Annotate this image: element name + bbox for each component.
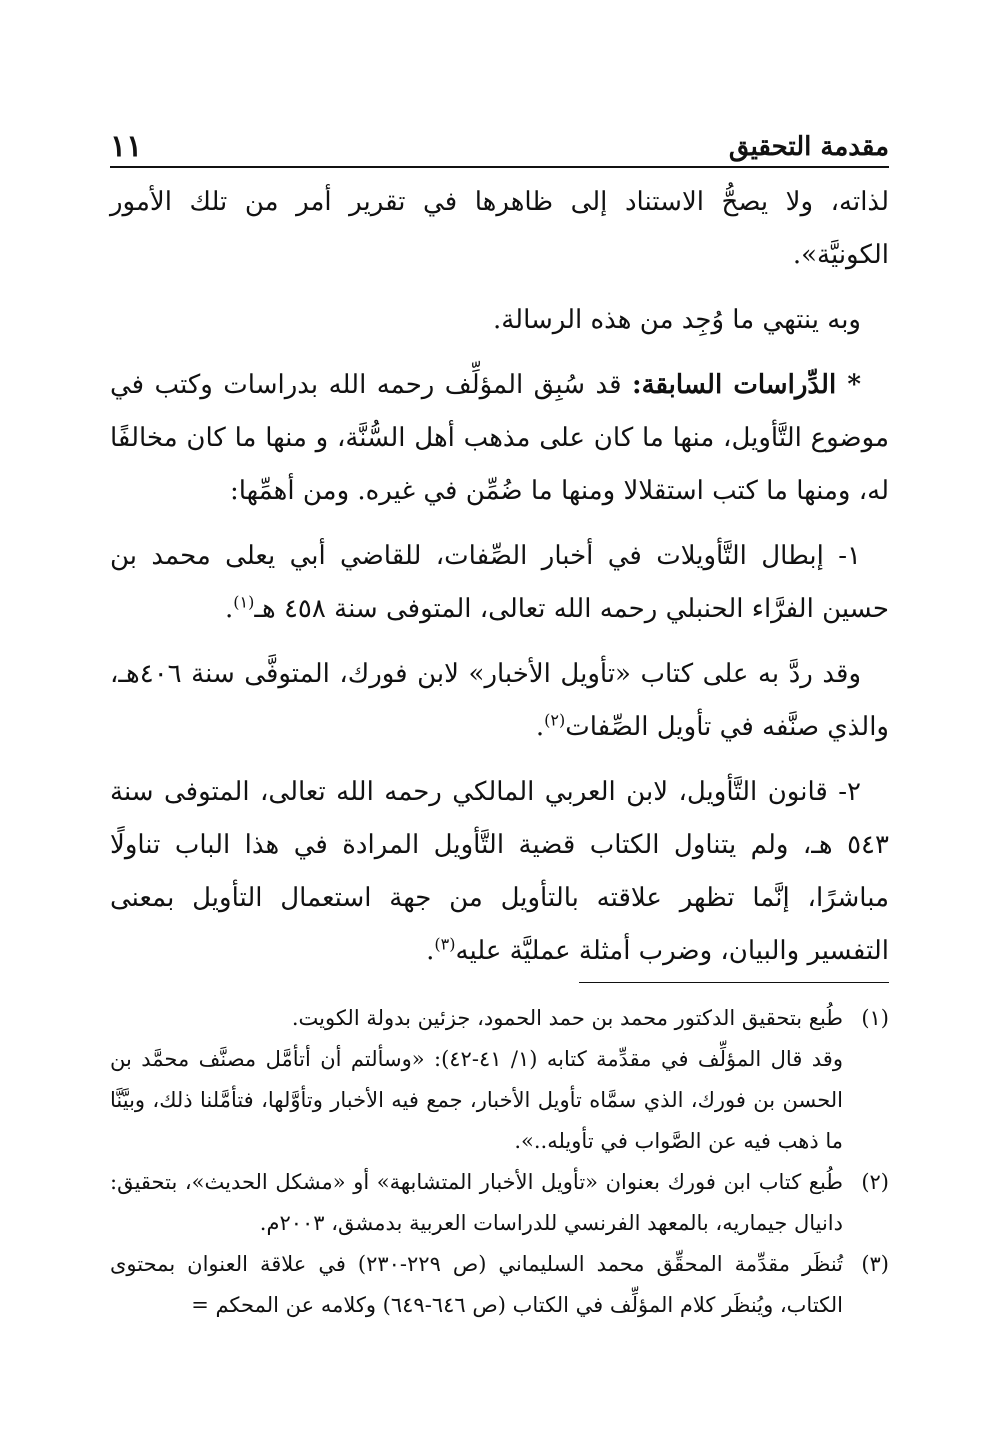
- paragraph-1-text: لذاته، ولا يصحُّ الاستناد إلى ظاهرها في تقرير أمر من تلك الأمور الكونيَّة».: [110, 187, 889, 270]
- paragraph-3: [110, 359, 889, 518]
- footnote-text: [110, 998, 843, 1162]
- paragraph-5-end: .: [535, 712, 545, 742]
- paragraph-4-text: ١- إبطال التَّأويلات في أخبار الصِّفات، للقاضي أبي يعلى محمد بن حسين الفرَّاء الحنبلي رحمه الله تعالى، المتوفى سنة ٤٥٨ هـ: [110, 541, 889, 624]
- paragraph-4: [110, 530, 889, 636]
- paragraph-2-text: وبه ينتهي ما وُجِد من هذه الرسالة.: [492, 305, 861, 335]
- page-number: ١١: [110, 129, 143, 164]
- page-header: [110, 118, 889, 168]
- paragraph-6-text: ٢- قانون التَّأويل، لابن العربي المالكي رحمه الله تعالى، المتوفى سنة ٥٤٣ هـ، ولم يتناول الكتاب قضية التَّأويل المرادة في هذا الباب تناولًا مباشرًا، إنَّما تظهر علاقته بالتأويل من جهة استعمال التأويل بمعنى التفسير والبيان، وضرب أمثلة عمليَّة عليه: [110, 777, 889, 966]
- footnote-line: طُبع بتحقيق الدكتور محمد بن حمد الحمود، جزئين بدولة الكويت.: [291, 1006, 843, 1030]
- section-heading: * الدِّراسات السابقة:: [631, 370, 861, 400]
- footnote-line: طُبع كتاب ابن فورك بعنوان «تأويل الأخبار المتشابهة» أو «مشكل الحديث»، بتحقيق: دانيال جيماريه، بالمعهد الفرنسي للدراسات العربية بدمشق، ٢٠٠٣م.: [110, 1170, 843, 1235]
- paragraph-2: [110, 294, 889, 347]
- paragraph-1: [110, 176, 889, 282]
- footnote-ref-3[interactable]: (٣): [434, 934, 456, 954]
- footnote-ref-1[interactable]: (١): [233, 592, 255, 612]
- footnotes: [110, 998, 889, 1326]
- footnote-number: (٣): [861, 1252, 889, 1276]
- footnote-number: (١): [861, 1006, 889, 1030]
- paragraph-6: [110, 766, 889, 978]
- footnote-number: (٢): [861, 1170, 889, 1194]
- paragraph-5-text: وقد ردَّ به على كتاب «تأويل الأخبار» لابن فورك، المتوفَّى سنة ٤٠٦هـ، والذي صنَّفه في تأويل الصِّفات: [110, 659, 889, 742]
- chapter-title: مقدمة التحقيق: [728, 132, 889, 162]
- paragraph-4-end: .: [225, 594, 234, 624]
- footnote-2: [110, 1162, 889, 1244]
- paragraph-3-text: قد سُبِق المؤلِّف رحمه الله بدراسات وكتب في موضوع التَّأويل، منها ما كان على مذهب أهل السُّنَّة، و منها ما كان مخالفًا له، ومنها ما كتب استقلالا ومنها ما ضُمِّن في غيره. ومن أهمِّها:: [110, 370, 889, 506]
- footnote-text: [110, 1244, 843, 1326]
- footnote-line: تُنظَر مقدِّمة المحقِّق محمد السليماني (ص ٢٢٩-٢٣٠) في علاقة العنوان بمحتوى الكتاب، ويُنظَر كلام المؤلِّف في الكتاب (ص ٦٤٦-٦٤٩) وكلامه عن المحكم =: [110, 1252, 843, 1317]
- footnote-1: [110, 998, 889, 1162]
- footnote-divider: [579, 982, 889, 983]
- footnote-text: [110, 1162, 843, 1244]
- footnote-ref-2[interactable]: (٢): [544, 710, 566, 730]
- paragraph-6-end: .: [426, 936, 435, 966]
- footnote-3: [110, 1244, 889, 1326]
- footnote-line: وقد قال المؤلِّف في مقدِّمة كتابه (١/ ٤١-٤٢): «وسألتم أن أتأمَّل مصنَّف محمَّد بن الحسن بن فورك، الذي سمَّاه تأويل الأخبار، جمع فيه الأخبار وتأوَّلها، فتأمَّلنا ذلك، وبيَّنَّا ما ذهب فيه عن الصَّواب في تأويله..».: [110, 1047, 843, 1153]
- main-text: [110, 176, 889, 990]
- paragraph-5: [110, 648, 889, 754]
